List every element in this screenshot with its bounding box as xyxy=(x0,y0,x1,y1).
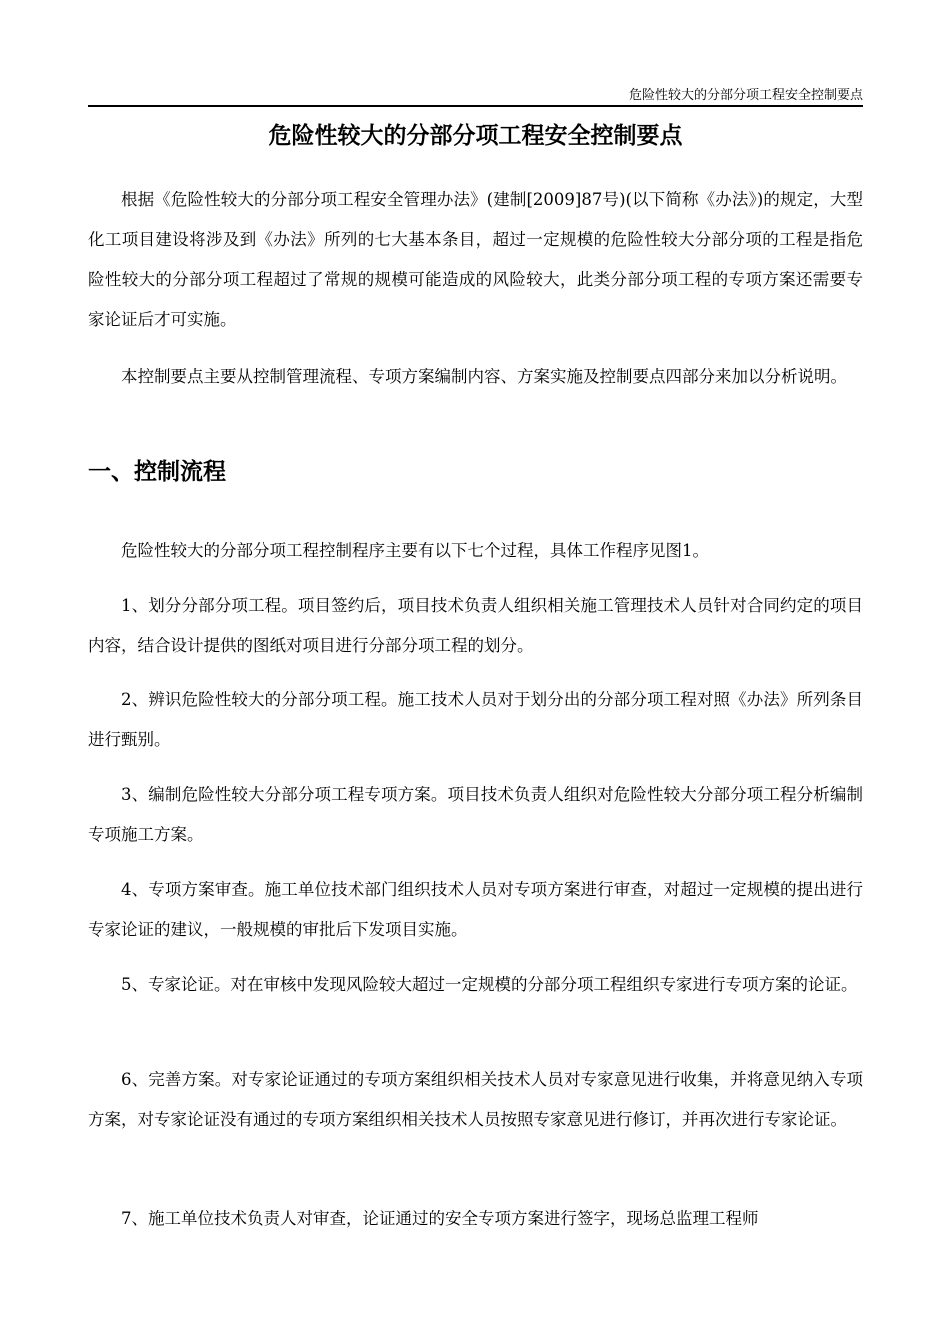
step-7-paragraph: 7、施工单位技术负责人对审查，论证通过的安全专项方案进行签字，现场总监理工程师 xyxy=(121,1209,759,1228)
intro-paragraph-2: 本控制要点主要从控制管理流程、专项方案编制内容、方案实施及控制要点四部分来加以分析说明。 xyxy=(121,367,847,386)
step-4-paragraph: 4、专项方案审查。施工单位技术部门组织技术人员对专项方案进行审查，对超过一定规模的提出进行专家论证的建议，一般规模的审批后下发项目实施。 xyxy=(88,880,863,939)
step-6-paragraph: 6、完善方案。对专家论证通过的专项方案组织相关技术人员对专家意见进行收集，并将意见纳入专项方案，对专家论证没有通过的专项方案组织相关技术人员按照专家意见进行修订，并再次进行专家论证。 xyxy=(88,1070,863,1129)
section-heading-control-flow: 一、控制流程 xyxy=(88,459,226,485)
document-title: 危险性较大的分部分项工程安全控制要点 xyxy=(268,123,683,149)
step-3-paragraph: 3、编制危险性较大分部分项工程专项方案。项目技术负责人组织对危险性较大分部分项工程分析编制专项施工方案。 xyxy=(88,785,863,844)
intro-paragraph-1: 根据《危险性较大的分部分项工程安全管理办法》(建制[2009]87号)(以下简称《办法》)的规定，大型化工项目建设将涉及到《办法》所列的七大基本条目，超过一定规模的危险性较大分部分项的工程是指危险性较大的分部分项工程超过了常规的规模可能造成的风险较大，此类分部分项工程的专项方案还需要专家论证后才可实施。 xyxy=(88,190,863,329)
section1-intro-paragraph: 危险性较大的分部分项工程控制程序主要有以下七个过程，具体工作程序见图1。 xyxy=(121,541,709,560)
step-2-paragraph: 2、辨识危险性较大的分部分项工程。施工技术人员对于划分出的分部分项工程对照《办法》所列条目进行甄别。 xyxy=(88,690,863,749)
step-5-paragraph: 5、专家论证。对在审核中发现风险较大超过一定规模的分部分项工程组织专家进行专项方案的论证。 xyxy=(121,975,858,994)
header-rule xyxy=(88,105,863,107)
step-1-paragraph: 1、划分分部分项工程。项目签约后，项目技术负责人组织相关施工管理技术人员针对合同约定的项目内容，结合设计提供的图纸对项目进行分部分项工程的划分。 xyxy=(88,596,863,655)
running-header: 危险性较大的分部分项工程安全控制要点 xyxy=(628,88,863,103)
